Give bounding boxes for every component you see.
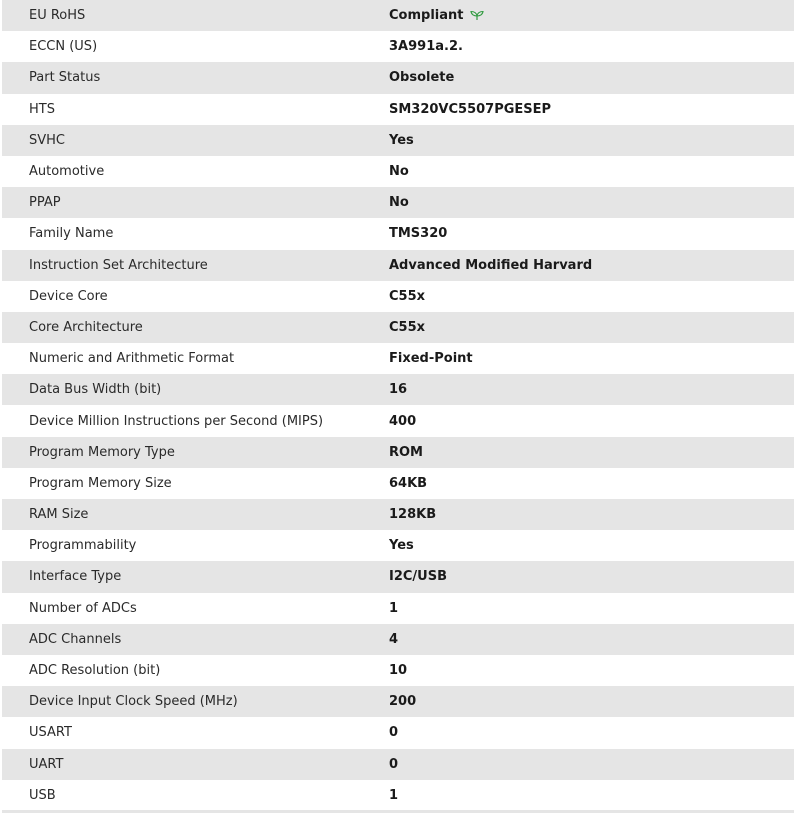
spec-row <box>2 125 794 156</box>
spec-value: Yes <box>389 538 414 554</box>
spec-value: 1 <box>389 600 399 616</box>
spec-label: Core Architecture <box>29 319 143 335</box>
spec-label: Number of ADCs <box>29 600 137 616</box>
spec-label: Programmability <box>29 538 137 554</box>
spec-table <box>2 0 794 811</box>
spec-value: No <box>389 164 409 180</box>
spec-row <box>2 499 794 530</box>
spec-value: 200 <box>389 694 417 710</box>
spec-label: Program Memory Type <box>29 444 175 460</box>
spec-row <box>2 31 794 62</box>
spec-value: C55x <box>389 288 426 304</box>
spec-label: SVHC <box>29 132 65 148</box>
spec-row-eu-rohs <box>2 0 794 31</box>
spec-row <box>2 187 794 218</box>
spec-row <box>2 624 794 655</box>
spec-row <box>2 686 794 717</box>
spec-label: USART <box>29 725 72 741</box>
spec-row <box>2 655 794 686</box>
spec-value: 4 <box>389 631 399 647</box>
spec-value: 16 <box>389 382 408 398</box>
spec-row <box>2 405 794 436</box>
spec-value: 64KB <box>389 475 428 491</box>
spec-label: PPAP <box>29 195 61 211</box>
spec-label: Device Core <box>29 288 108 304</box>
spec-label: UART <box>29 756 64 772</box>
spec-row <box>2 250 794 281</box>
spec-row <box>2 437 794 468</box>
spec-row <box>2 312 794 343</box>
spec-value: No <box>389 195 409 211</box>
spec-row <box>2 468 794 499</box>
spec-row <box>2 62 794 93</box>
spec-row <box>2 281 794 312</box>
spec-label: Device Input Clock Speed (MHz) <box>29 694 238 710</box>
spec-value: Obsolete <box>389 70 455 86</box>
spec-value: I2C/USB <box>389 569 447 585</box>
spec-label: ADC Channels <box>29 631 122 647</box>
spec-row <box>2 94 794 125</box>
spec-label: Interface Type <box>29 569 122 585</box>
spec-value-wrap <box>389 8 794 23</box>
spec-label: Family Name <box>29 226 114 242</box>
spec-row <box>2 343 794 374</box>
spec-row <box>2 218 794 249</box>
spec-value: Advanced Modified Harvard <box>389 257 593 273</box>
spec-value: Yes <box>389 132 414 148</box>
spec-label: USB <box>29 787 56 803</box>
spec-label: Automotive <box>29 164 105 180</box>
spec-label: Numeric and Arithmetic Format <box>29 351 235 367</box>
spec-label: Instruction Set Architecture <box>29 257 208 273</box>
spec-row <box>2 749 794 780</box>
spec-label: Part Status <box>29 70 101 86</box>
spec-value: TMS320 <box>389 226 448 242</box>
spec-row <box>2 593 794 624</box>
spec-label: HTS <box>29 101 55 117</box>
spec-value: 1 <box>389 787 399 803</box>
spec-row <box>2 530 794 561</box>
spec-label: Data Bus Width (bit) <box>29 382 162 398</box>
spec-label: Device Million Instructions per Second (MIPS) <box>29 413 324 429</box>
spec-value: Fixed-Point <box>389 351 473 367</box>
spec-row <box>2 561 794 592</box>
spec-value: 10 <box>389 663 408 679</box>
spec-label: ADC Resolution (bit) <box>29 663 161 679</box>
spec-value: C55x <box>389 319 426 335</box>
spec-row <box>2 780 794 811</box>
spec-label: RAM Size <box>29 507 89 523</box>
spec-value: ROM <box>389 444 423 460</box>
leaf-icon <box>470 10 484 21</box>
spec-value: 0 <box>389 725 399 741</box>
spec-value: 0 <box>389 756 399 772</box>
spec-value: 3A991a.2. <box>389 39 463 55</box>
spec-row <box>2 156 794 187</box>
spec-label: Program Memory Size <box>29 475 172 491</box>
spec-value: 400 <box>389 413 417 429</box>
spec-value: Compliant <box>389 8 464 24</box>
spec-value: SM320VC5507PGESEP <box>389 101 552 117</box>
spec-label: ECCN (US) <box>29 39 98 55</box>
spec-row <box>2 374 794 405</box>
spec-value: 128KB <box>389 507 437 523</box>
spec-label: EU RoHS <box>29 8 86 24</box>
spec-row <box>2 717 794 748</box>
